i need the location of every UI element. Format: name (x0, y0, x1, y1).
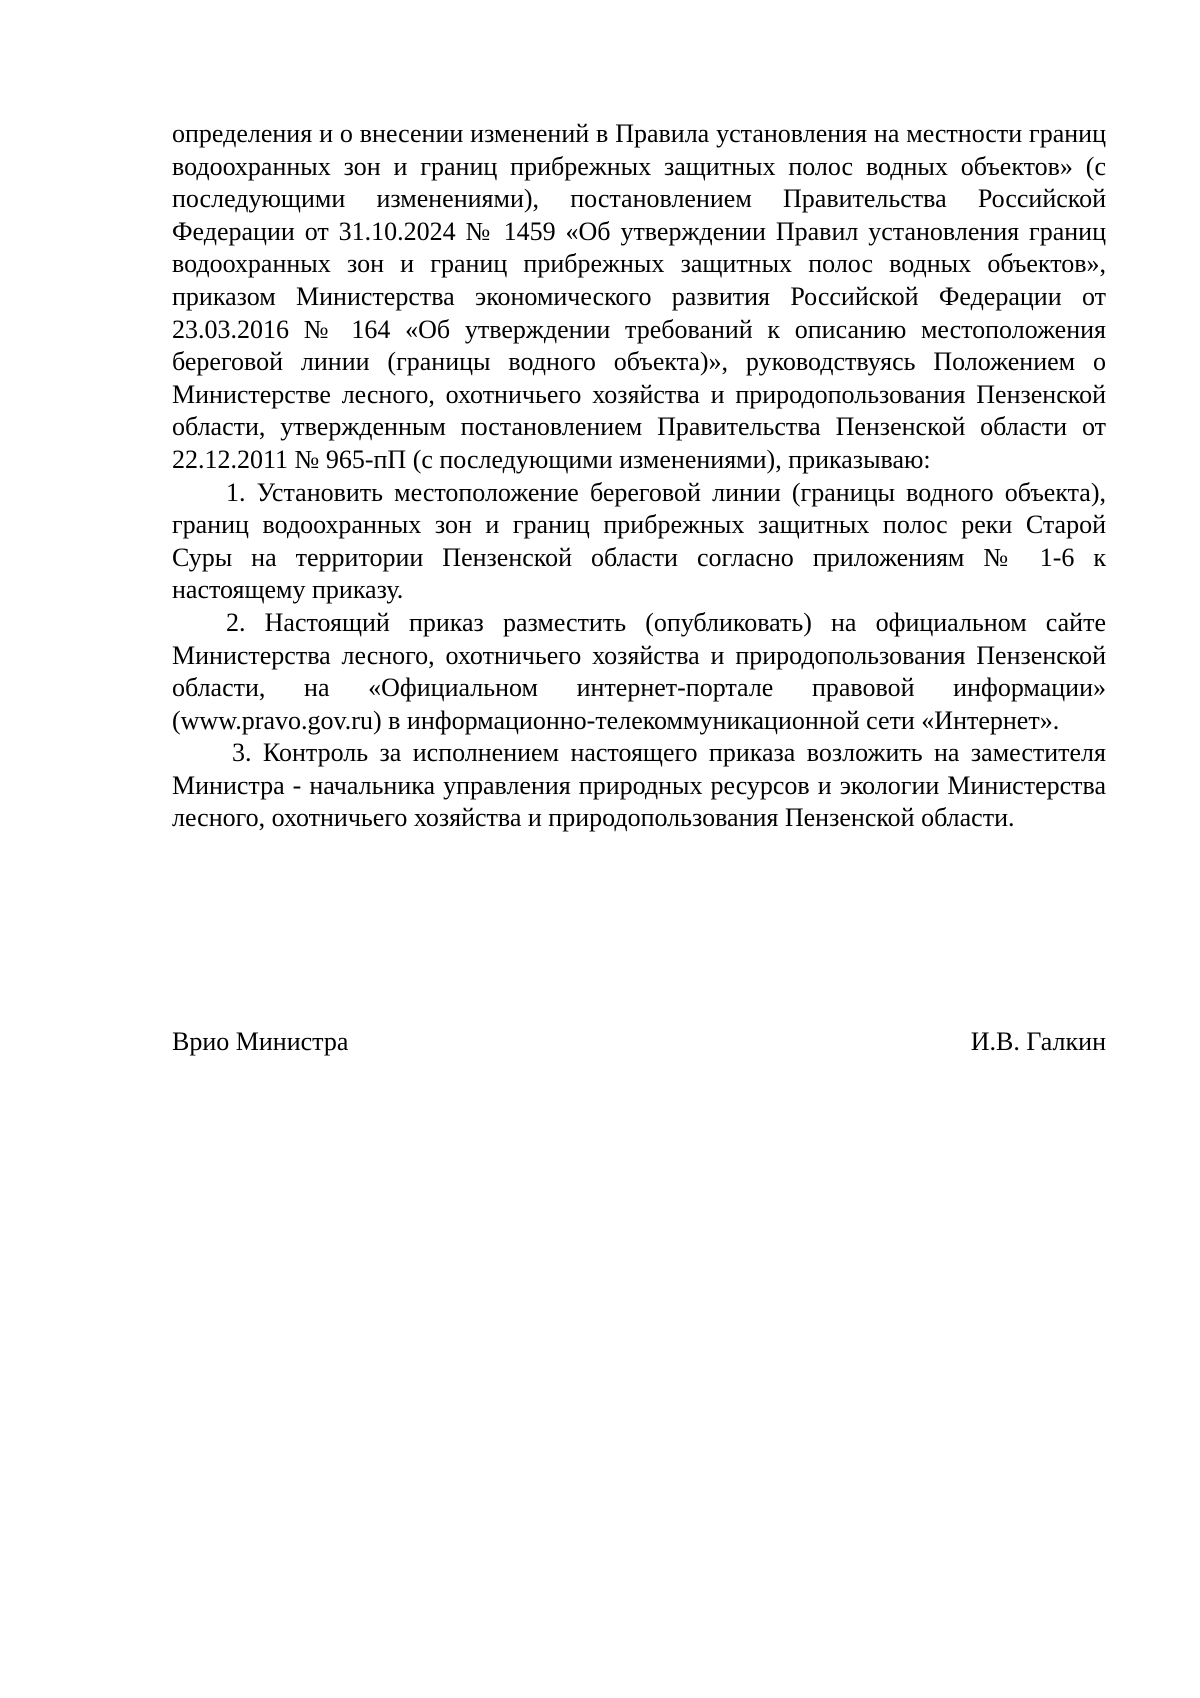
order-item-1: 1. Установить местоположение береговой линии (границы водного объекта), границ водоохранных зон и границ прибрежных защитных полос реки Старой Суры на территории Пензенской области согласно приложениям № 1-6 к настоящему приказу. (172, 477, 1106, 605)
signatory-name: И.В. Галкин (970, 1027, 1106, 1056)
intro-paragraph: определения и о внесении изменений в Правила установления на местности границ водоохранных зон и границ прибрежных защитных полос водных объектов» (с последующими изменениями), постановлением Правительства Российской Федерации от 31.10.2024 № 1459 «Об утверждении Правил установления границ водоохранных зон и границ прибрежных защитных полос водных объектов», приказом Министерства экономического развития Российской Федерации от 23.03.2016 № 164 «Об утверждении требований к описанию местоположения береговой линии (границы водного объекта)», руководствуясь Положением о Министерстве лесного, охотничьего хозяйства и природопользования Пензенской области, утвержденным постановлением Правительства Пензенской области от 22.12.2011 № 965-пП (с последующими изменениями), приказываю: (172, 119, 1106, 474)
signatory-position: Врио Министра (172, 1027, 349, 1056)
document-body (172, 118, 1106, 835)
order-item-3: 3. Контроль за исполнением настоящего приказа возложить на заместителя Министра - начальника управления природных ресурсов и экологии Министерства лесного, охотничьего хозяйства и природопользования Пензенской области. (172, 738, 1106, 833)
order-item-2: 2. Настоящий приказ разместить (опубликовать) на официальном сайте Министерства лесного, охотничьего хозяйства и природопользования Пензенской области, на «Официальном интернет-портале правовой информации» (www.pravo.gov.ru) в информационно-телекоммуникационной сети «Интернет». (172, 607, 1106, 735)
signature-block (172, 1026, 1106, 1058)
